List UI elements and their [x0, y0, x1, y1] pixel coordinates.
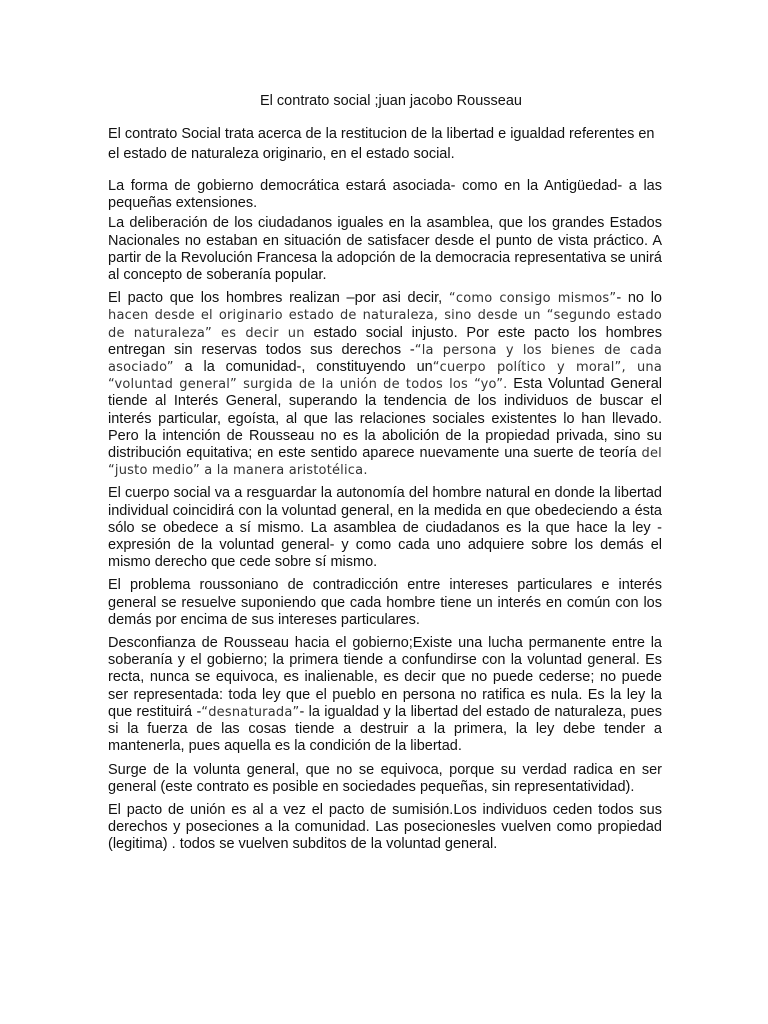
pacto-text-4: a la comunidad-, constituyendo un	[173, 359, 433, 376]
pacto-quote-1: “como consigo mismos”	[448, 291, 617, 307]
desconfianza-text-2: - la igualdad y la libertad del estado de naturaleza, pues si la fuerza de las cosas tiende a destruir a la primera, la ley debe tender a mantenerla, pues aquella es la condición de la libertad.	[108, 703, 662, 755]
document-title: El contrato social ;juan jacobo Rousseau	[260, 93, 522, 109]
pacto-text-1: El pacto que los hombres realizan –por asi decir,	[108, 290, 449, 307]
intro-paragraph: El contrato Social trata acerca de la restitucion de la libertad e igualdad referentes en el estado de naturaleza originario, en el estado social.	[108, 126, 655, 162]
document-page	[108, 92, 662, 860]
pacto-quote-2: hacen desde el originario estado de naturaleza, sino desde un “segundo estado de naturaleza” es decir un	[108, 308, 662, 341]
paragraph-problema: El problema roussoniano de contradicción entre intereses particulares e interés general se resuelve suponiendo que cada hombre tiene un interés en común con los demás por encima de sus intereses particulares.	[108, 577, 662, 628]
paragraph-democracia: La forma de gobierno democrática estará asociada- como en la Antigüedad- a las pequeñas extensiones.	[108, 178, 662, 212]
paragraph-deliberacion: La deliberación de los ciudadanos iguales en la asamblea, que los grandes Estados Nacionales no estaban en situación de satisfacer desde el punto de vista práctico. A partir de la Revolución Francesa la adopción de la democracia representativa se unirá al concepto de soberanía popular.	[108, 215, 662, 284]
desconfianza-quote-1: “desnaturada”	[201, 704, 300, 720]
paragraph-pacto	[108, 290, 662, 479]
desconfianza-text-1: Desconfianza de Rousseau hacia el gobierno;Existe una lucha permanente entre la soberanía y el gobierno; la primera tiende a confundirse con la voluntad general. Es recta, nunca se equivoca, es inalienable, es decir que no puede cederse; no puede ser representada: toda ley que el pueblo en persona no ratifica es nula. Es la ley la que restituirá -	[108, 635, 662, 720]
pacto-text-3: estado social injusto. Por este pacto los hombres entregan sin reservas todos sus derechos -	[108, 324, 662, 358]
paragraph-desconfianza	[108, 635, 662, 755]
paragraph-cuerpo-social: El cuerpo social va a resguardar la autonomía del hombre natural en donde la libertad individual coincidirá con la voluntad general, en la medida en que obedeciendo a ésta sólo se obedece a sí mismo. La asamblea de ciudadanos es la que hace la ley -expresión de la voluntad general- y como cada uno adquiere sobre los demás el mismo derecho que cede sobre sí mismo.	[108, 485, 662, 571]
pacto-quote-4: “cuerpo político y moral”, una “voluntad general” surgida de la unión de todos los “yo”.	[108, 360, 662, 393]
pacto-text-2: - no lo	[616, 290, 662, 307]
paragraph-pacto-union: El pacto de unión es al a vez el pacto de sumisión.Los individuos ceden todos sus derechos y poseciones a la comunidad. Las posecionesles vuelven como propiedad (legitima) . todos se vuelven subditos de la voluntad general.	[108, 801, 662, 853]
pacto-text-5: Esta Voluntad General tiende al Interés General, superando la tendencia de los individuos de buscar el interés particular, egoísta, al que las relaciones sociales existentes lo han llevado. Pero la intención de Rousseau no es la abolición de la propiedad privada, sino su distribución equitativa; en este sentido aparece nuevamente una suerte de teoría	[108, 376, 662, 462]
paragraph-voluntad-general: Surge de la volunta general, que no se equivoca, porque su verdad radica en ser general (este contrato es posible en sociedades pequeñas, sin representatividad).	[108, 761, 662, 795]
pacto-quote-5: del “justo medio” a la manera aristotélica.	[108, 446, 662, 479]
pacto-quote-3: “la persona y los bienes de cada asociado”	[108, 342, 662, 376]
